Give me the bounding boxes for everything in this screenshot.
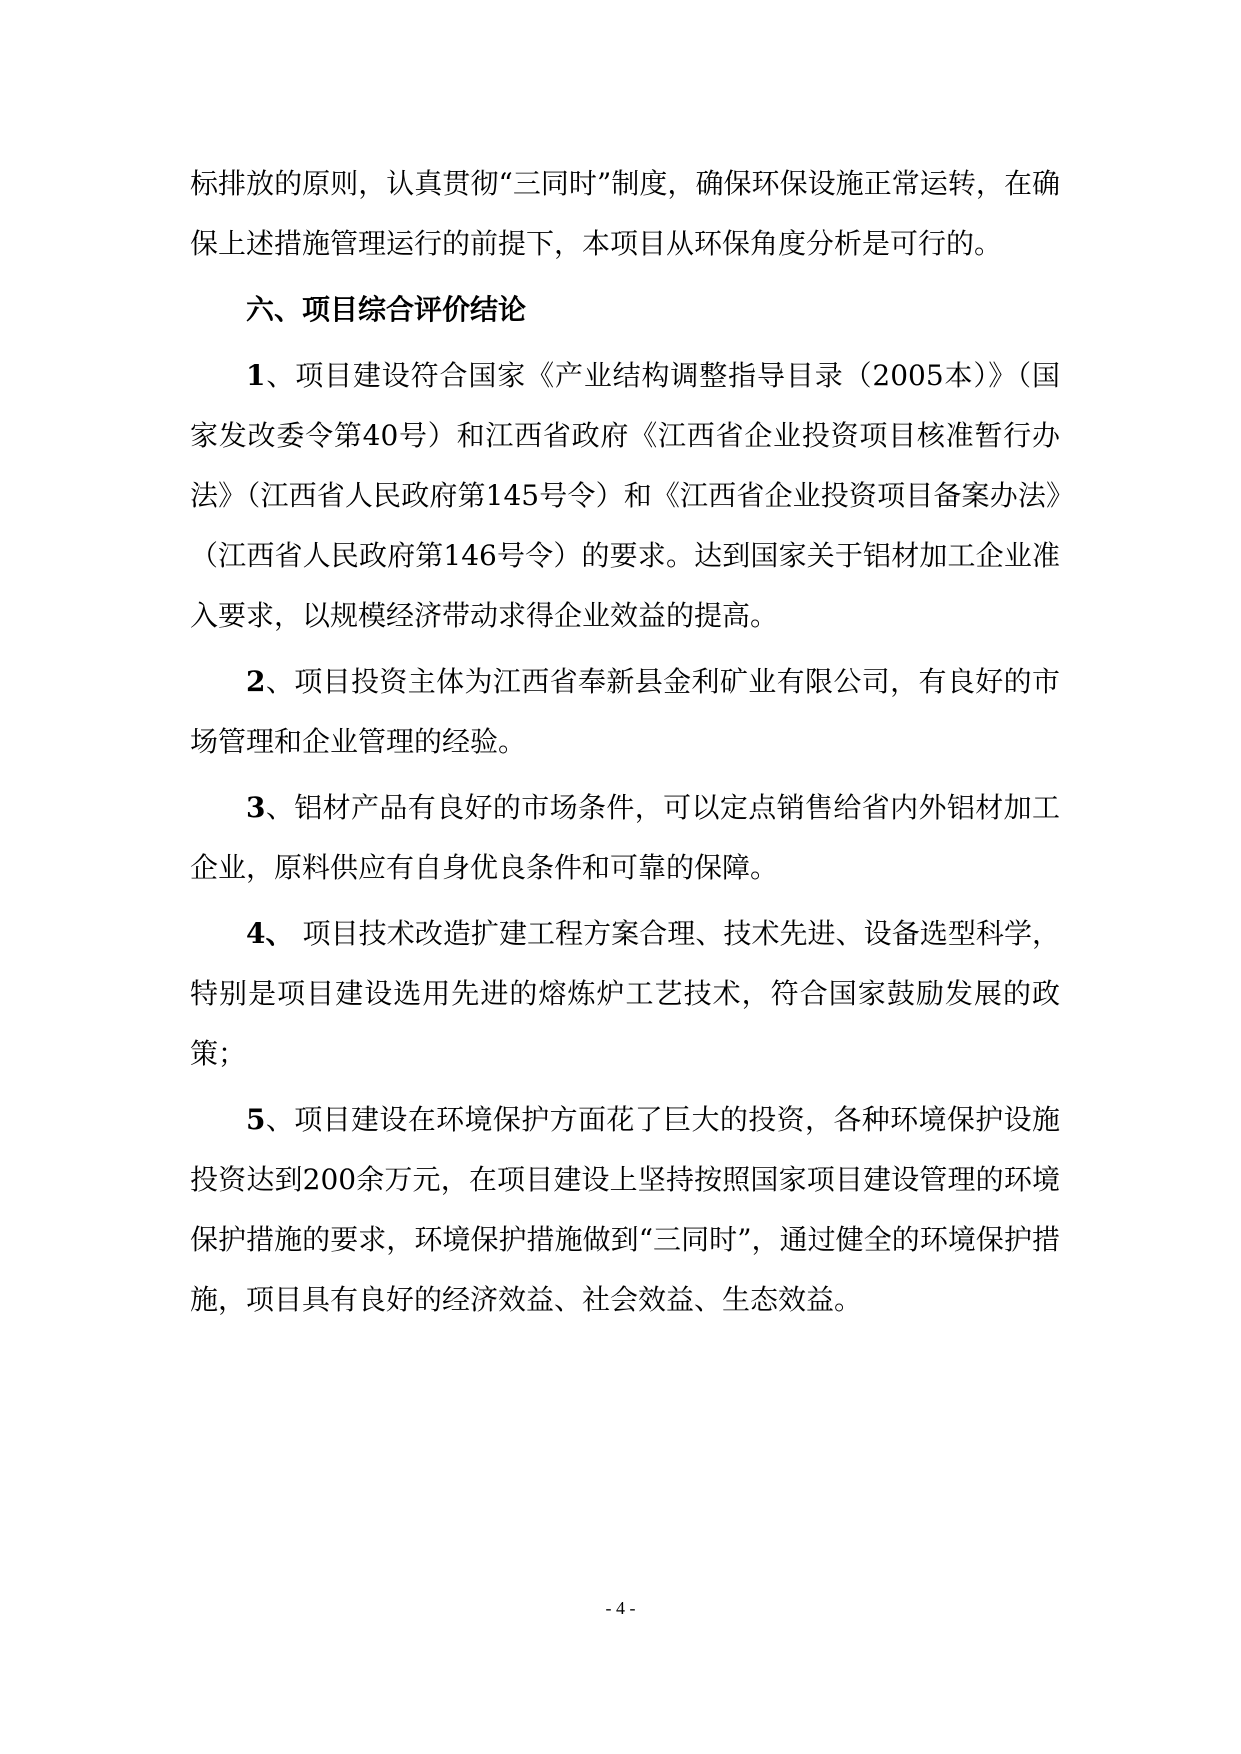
paragraph-text: 标排放的原则，认真贯彻“三同时”制度，确保环保设施正常运转，在确保上述措施管理运行的前提下，本项目从环保角度分析是可行的。 (190, 167, 1060, 260)
item-number: 1 (246, 359, 266, 392)
conclusion-item-1 (190, 346, 1060, 646)
conclusion-item-5 (190, 1090, 1060, 1330)
item-text: 、项目建设在环境保护方面花了巨大的投资，各种环境保护设施投资达到200余万元，在项目建设上坚持按照国家项目建设管理的环境保护措施的要求，环境保护措施做到“三同时”，通过健全的环境保护措施，项目具有良好的经济效益、社会效益、生态效益。 (190, 1103, 1060, 1316)
conclusion-item-2 (190, 652, 1060, 772)
conclusion-item-3 (190, 778, 1060, 898)
item-number: 4、 (246, 917, 294, 950)
section-heading (190, 280, 1060, 340)
section-heading-text: 六、项目综合评价结论 (246, 293, 527, 326)
item-number: 5 (246, 1103, 266, 1136)
item-number: 3 (246, 791, 266, 824)
conclusion-item-4 (190, 904, 1060, 1084)
item-text: 项目技术改造扩建工程方案合理、技术先进、设备选型科学，特别是项目建设选用先进的熔炼炉工艺技术，符合国家鼓励发展的政策； (190, 917, 1060, 1070)
item-text: 、项目投资主体为江西省奉新县金利矿业有限公司，有良好的市场管理和企业管理的经验。 (190, 665, 1060, 758)
page-number: - 4 - (605, 1598, 636, 1618)
paragraph-continuation (190, 154, 1060, 274)
item-number: 2 (246, 665, 266, 698)
item-text: 、项目建设符合国家《产业结构调整指导目录（2005本）》（国家发改委令第40号）和江西省政府《江西省企业投资项目核准暂行办法》（江西省人民政府第145号令）和《江西省企业投资项目备案办法》（江西省人民政府第146号令）的要求。达到国家关于铝材加工企业准入要求，以规模经济带动求得企业效益的提高。 (190, 359, 1060, 632)
item-text: 、铝材产品有良好的市场条件，可以定点销售给省内外铝材加工企业，原料供应有自身优良条件和可靠的保障。 (190, 791, 1060, 884)
document-body (190, 154, 1060, 1330)
